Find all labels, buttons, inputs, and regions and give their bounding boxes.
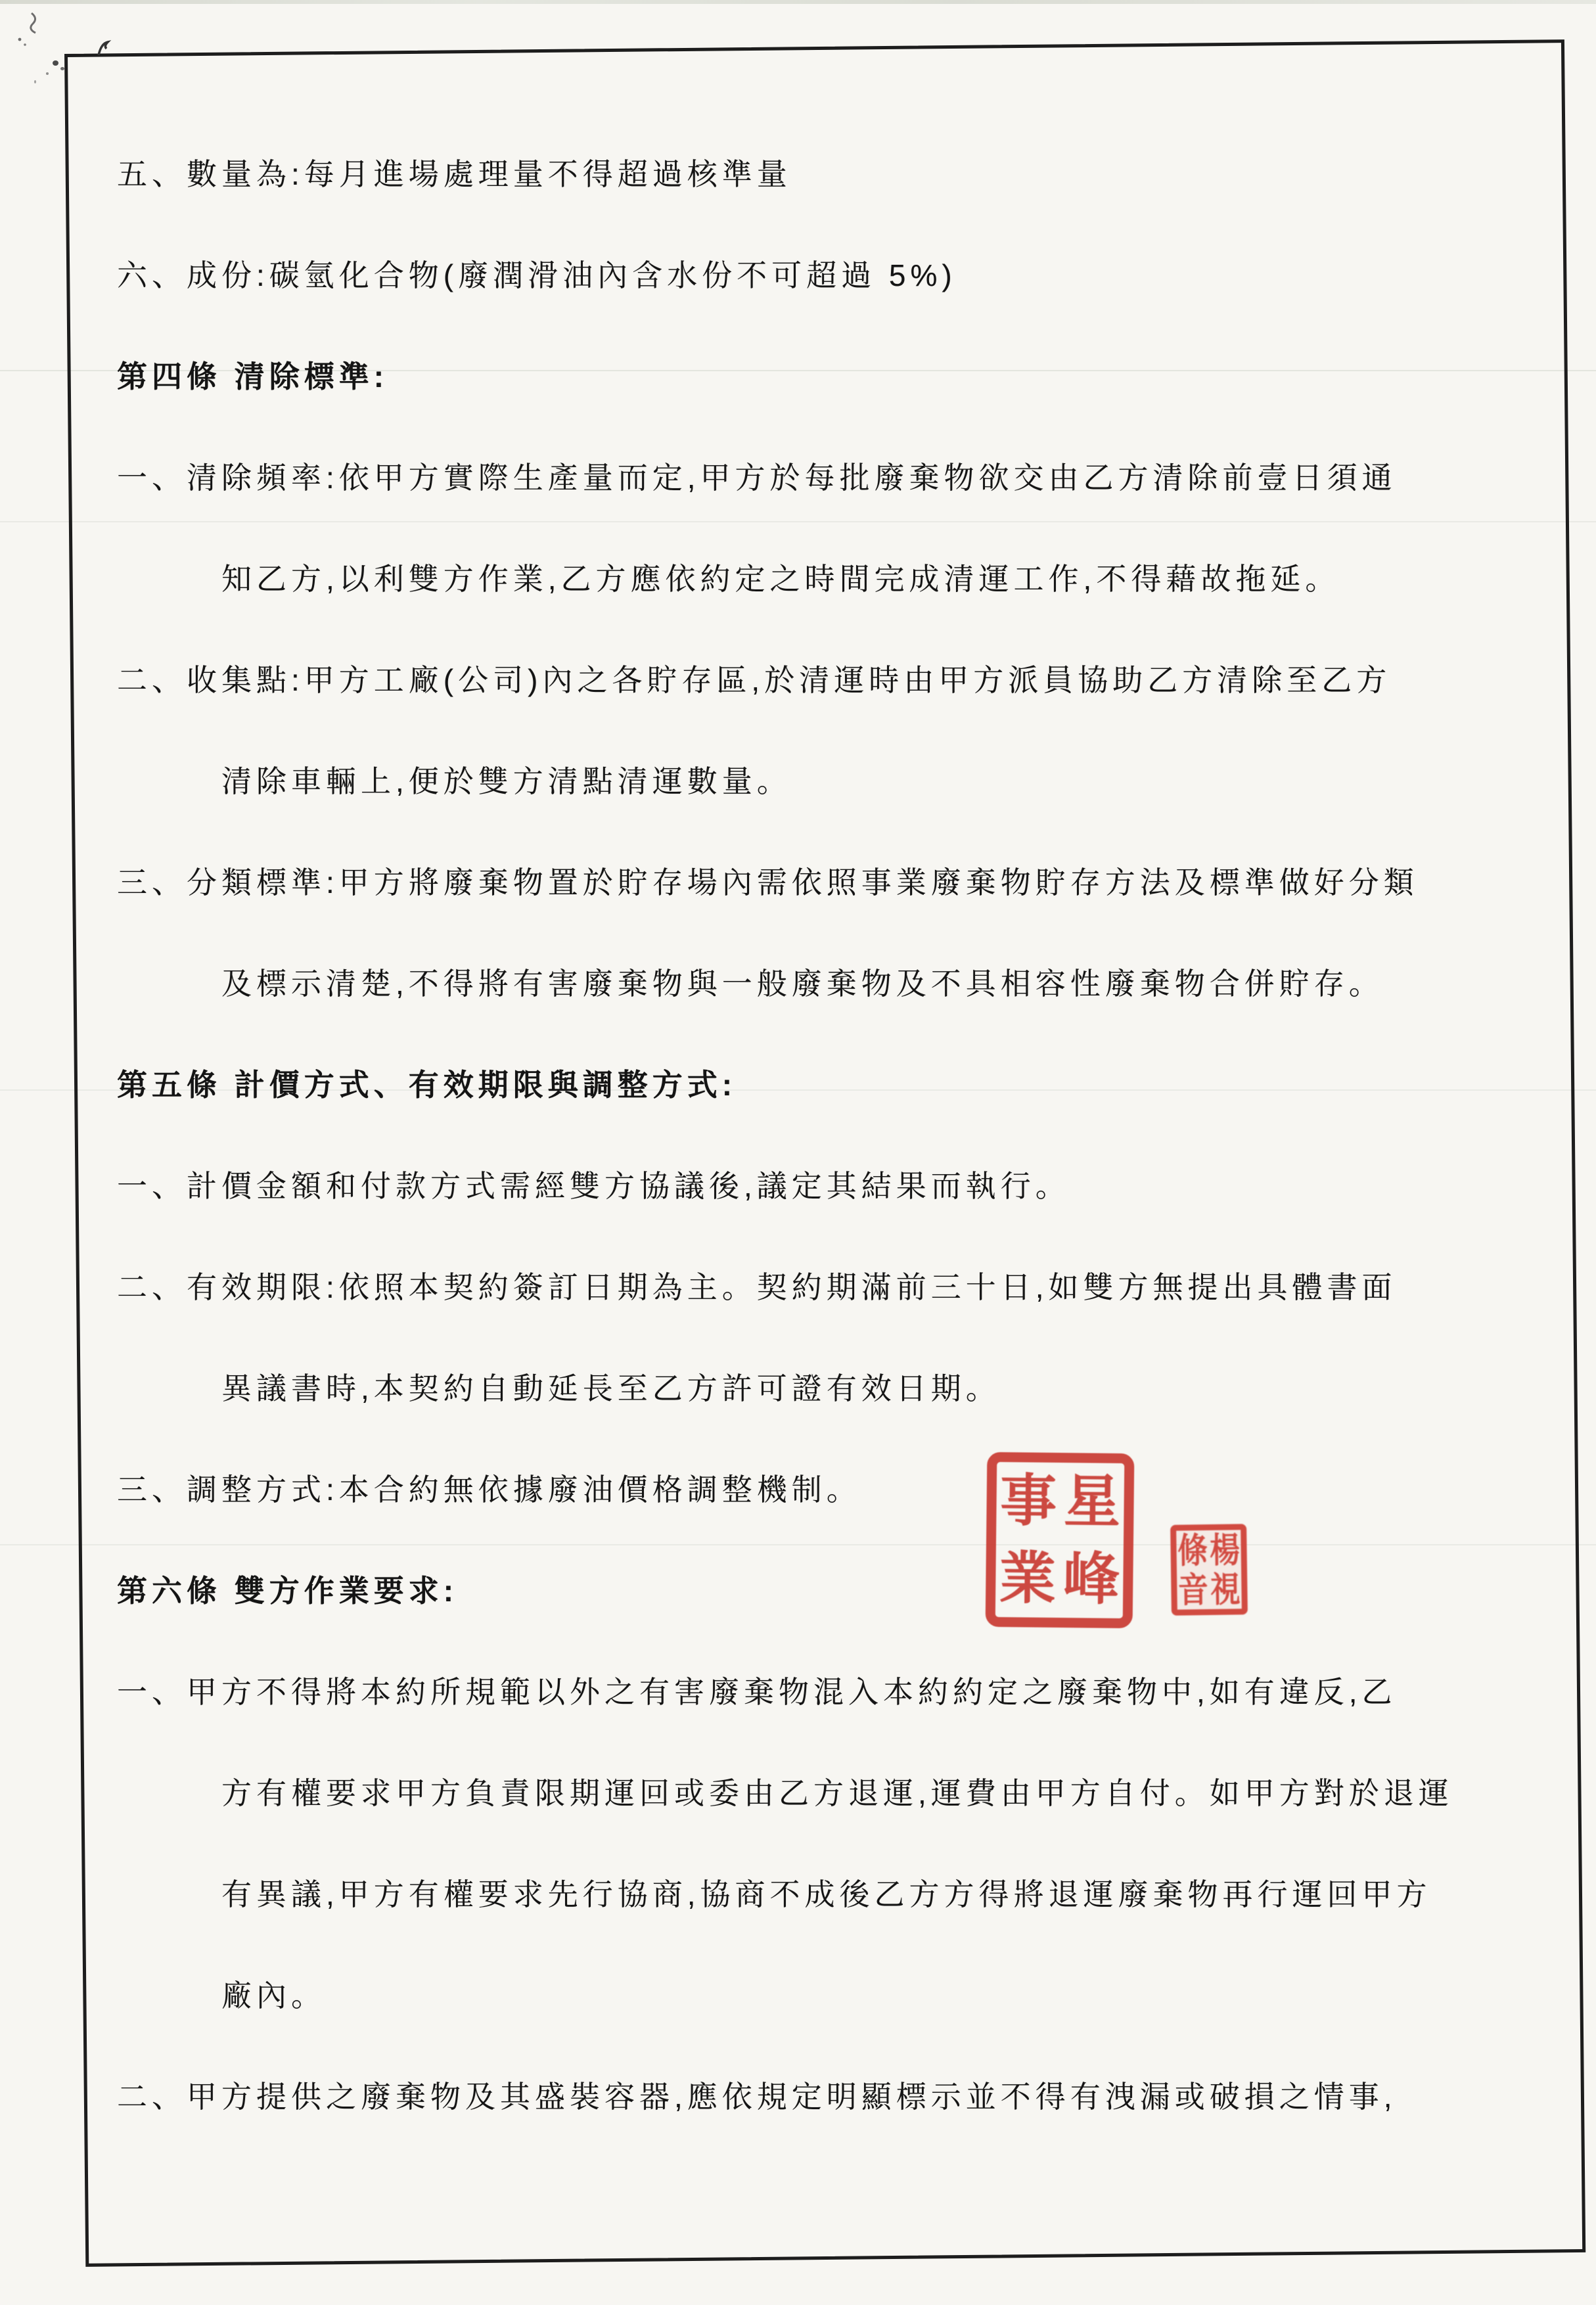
- text-line: 及標示清楚,不得將有害廢棄物與一般廢棄物及不具相容性廢棄物合併貯存。: [221, 967, 1384, 1001]
- personal-seal-stamp: [1170, 1524, 1248, 1616]
- text-line: 異議書時,本契約自動延長至乙方許可證有效日期。: [221, 1371, 1001, 1405]
- text-line: 一、清除頻率:依甲方實際生產量而定,甲方於每批廢棄物欲交由乙方清除前壹日須通: [117, 461, 1397, 495]
- text-line: 有異議,甲方有權要求先行協商,協商不成後乙方方得將退運廢棄物再行運回甲方: [221, 1877, 1432, 1911]
- text-line: 方有權要求甲方負責限期運回或委由乙方退運,運費由甲方自付。如甲方對於退運: [221, 1776, 1453, 1810]
- seal-character: 楊: [1209, 1530, 1241, 1570]
- scan-speck: [60, 67, 64, 70]
- text-line: 一、計價金額和付款方式需經雙方協議後,議定其結果而執行。: [117, 1169, 1070, 1203]
- scanner-edge-artifact: [0, 0, 1596, 4]
- company-seal-stamp: [986, 1452, 1135, 1628]
- seal-character: 條: [1177, 1530, 1208, 1570]
- seal-character: 視: [1210, 1569, 1241, 1609]
- text-line: 廠內。: [221, 1978, 326, 2013]
- text-line: 二、甲方提供之廢棄物及其盛裝容器,應依規定明顯標示並不得有洩漏或破損之情事,: [117, 2080, 1397, 2114]
- pen-scribble-mark: [12, 5, 58, 51]
- scan-speck: [46, 72, 49, 75]
- scan-speck: [53, 60, 58, 66]
- text-line: 一、甲方不得將本約所規範以外之有害廢棄物混入本約約定之廢棄物中,如有違反,乙: [117, 1675, 1397, 1709]
- text-line: 清除車輛上,便於雙方清點清運數量。: [221, 764, 792, 798]
- text-line: 第六條 雙方作業要求:: [117, 1574, 459, 1608]
- scan-speck: [34, 80, 36, 83]
- border-nick-mark: [89, 37, 116, 63]
- text-line: 三、分類標準:甲方將廢棄物置於貯存場內需依照事業廢棄物貯存方法及標準做好分類: [117, 865, 1419, 900]
- text-line: 知乙方,以利雙方作業,乙方應依約定之時間完成清運工作,不得藉故拖延。: [221, 562, 1340, 596]
- text-line: 六、成份:碳氫化合物(廢潤滑油內含水份不可超過 5%): [117, 258, 957, 292]
- text-line: 三、調整方式:本合約無依據廢油價格調整機制。: [117, 1472, 861, 1507]
- text-line: 第五條 計價方式、有效期限與調整方式:: [117, 1068, 737, 1102]
- text-line: 第四條 清除標準:: [117, 359, 389, 394]
- text-line: 二、收集點:甲方工廠(公司)內之各貯存區,於清運時由甲方派員協助乙方清除至乙方: [117, 663, 1392, 697]
- seal-character: 峰: [1062, 1547, 1120, 1611]
- seal-character: 業: [999, 1547, 1057, 1610]
- seal-character: 事: [999, 1469, 1057, 1533]
- seal-character: 音: [1177, 1570, 1209, 1610]
- text-line: 五、數量為:每月進場處理量不得超過核準量: [117, 157, 792, 191]
- seal-character: 星: [1063, 1470, 1121, 1534]
- text-line: 二、有效期限:依照本契約簽訂日期為主。契約期滿前三十日,如雙方無提出具體書面: [117, 1270, 1397, 1304]
